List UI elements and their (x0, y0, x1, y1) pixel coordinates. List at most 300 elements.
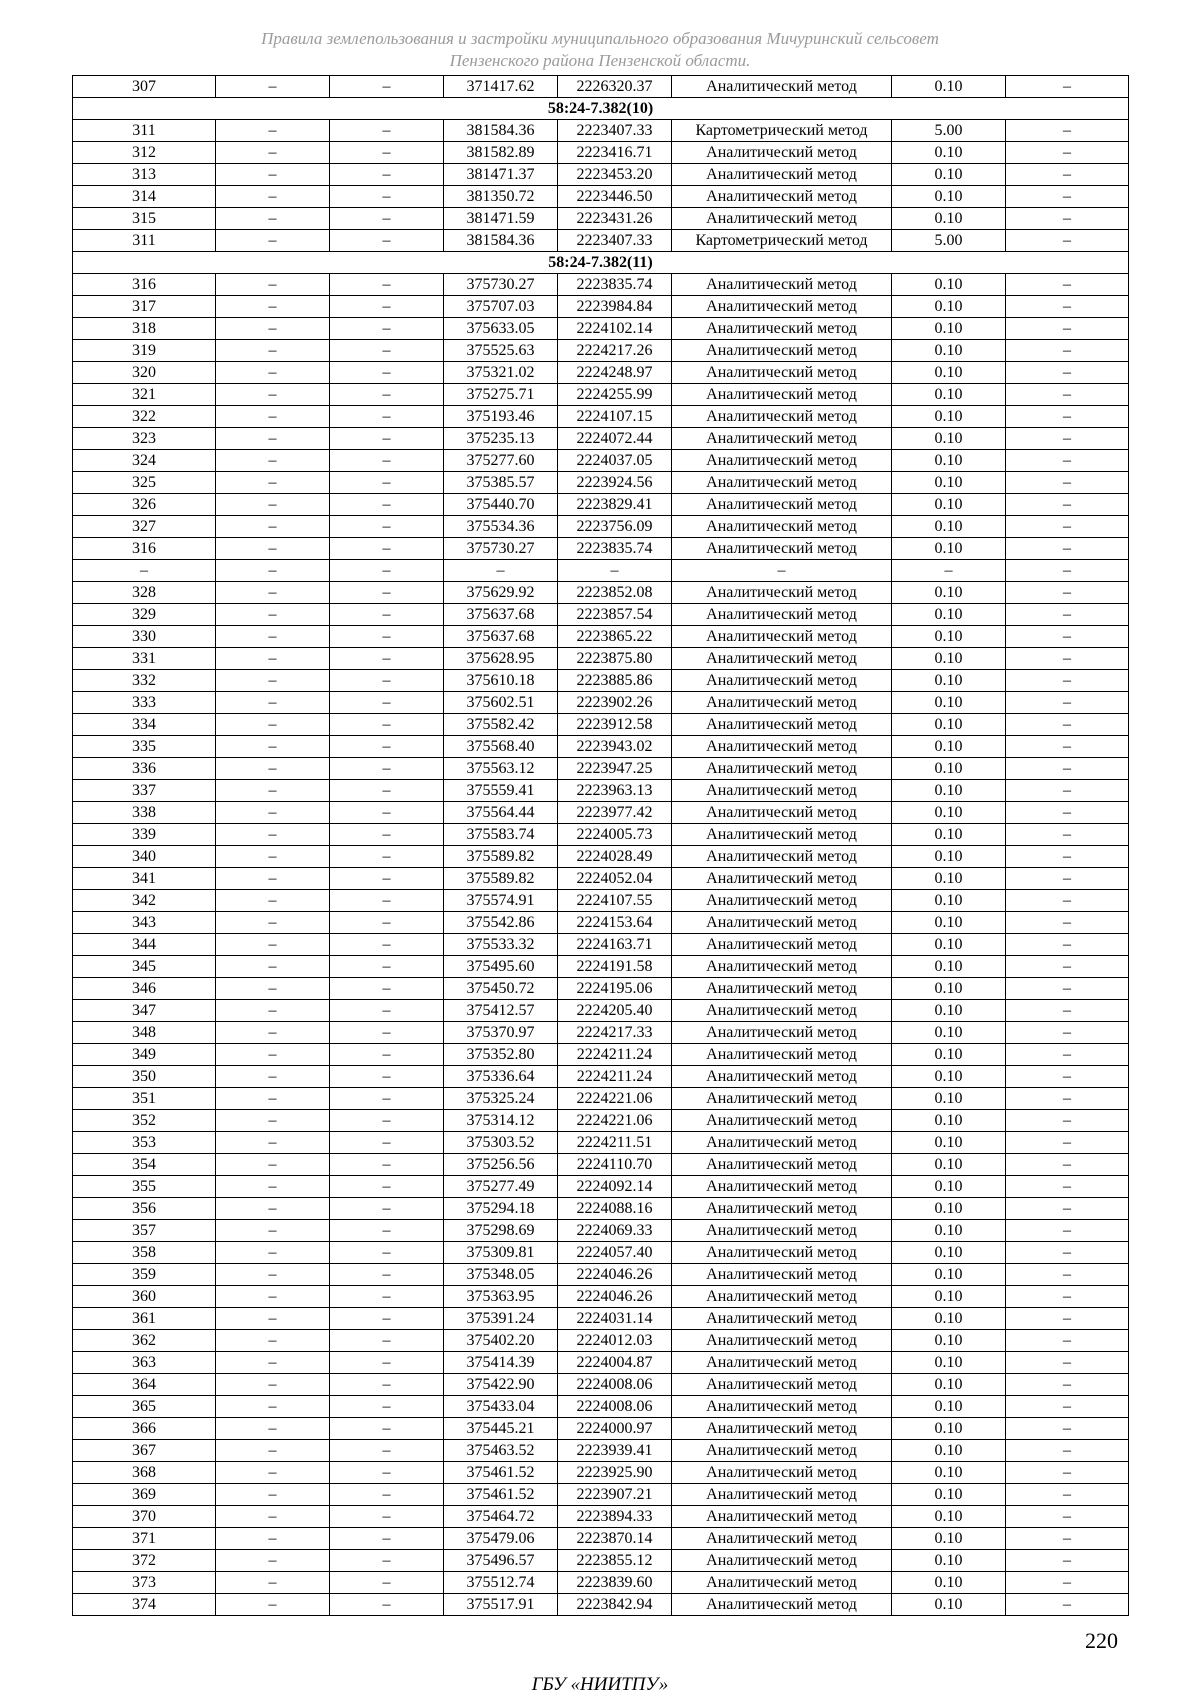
cell-col-8: – (1006, 1440, 1129, 1462)
table-row (73, 1528, 1129, 1550)
cell-method: Аналитический метод (672, 1330, 892, 1352)
cell-point-number: 365 (73, 1396, 216, 1418)
cell-col-2: – (216, 626, 330, 648)
cell-col-3: – (330, 934, 444, 956)
cell-x-coordinate: 381350.72 (444, 186, 558, 208)
cell-method: Аналитический метод (672, 670, 892, 692)
cell-col-2: – (216, 1484, 330, 1506)
cell-method: Аналитический метод (672, 1594, 892, 1616)
cell-point-number: 369 (73, 1484, 216, 1506)
cell-col-2: – (216, 384, 330, 406)
cell-method: Аналитический метод (672, 956, 892, 978)
cell-x-coordinate: 375277.49 (444, 1176, 558, 1198)
cell-col-2: – (216, 428, 330, 450)
cell-method: Аналитический метод (672, 1528, 892, 1550)
cell-y-coordinate: 2223407.33 (558, 230, 672, 252)
cell-col-3: – (330, 1286, 444, 1308)
section-header-row (73, 98, 1129, 120)
cell-col-3: – (330, 384, 444, 406)
cell-col-2: – (216, 1220, 330, 1242)
cell-y-coordinate: 2224052.04 (558, 868, 672, 890)
table-row (73, 230, 1129, 252)
cell-y-coordinate: 2223839.60 (558, 1572, 672, 1594)
cell-y-coordinate: 2224205.40 (558, 1000, 672, 1022)
cell-point-number: 340 (73, 846, 216, 868)
cell-method: Аналитический метод (672, 1088, 892, 1110)
cell-method: Аналитический метод (672, 1044, 892, 1066)
cell-accuracy: 0.10 (892, 692, 1006, 714)
table-row (73, 450, 1129, 472)
cell-col-8: – (1006, 296, 1129, 318)
cell-col-8: – (1006, 274, 1129, 296)
cell-y-coordinate: 2223852.08 (558, 582, 672, 604)
cell-y-coordinate: – (558, 560, 672, 582)
cell-method: Аналитический метод (672, 1110, 892, 1132)
cell-point-number: 362 (73, 1330, 216, 1352)
cell-col-3: – (330, 186, 444, 208)
cell-y-coordinate: 2224092.14 (558, 1176, 672, 1198)
header-line-1: Правила землепользования и застройки муниципального образования Мичуринский сельсовет (261, 29, 939, 48)
cell-x-coordinate: 375633.05 (444, 318, 558, 340)
cell-y-coordinate: 2223924.56 (558, 472, 672, 494)
cell-method: Аналитический метод (672, 208, 892, 230)
cell-col-8: – (1006, 1308, 1129, 1330)
table-row (73, 846, 1129, 868)
cell-point-number: 356 (73, 1198, 216, 1220)
cell-col-8: – (1006, 692, 1129, 714)
cell-point-number: 311 (73, 230, 216, 252)
cell-y-coordinate: 2224211.24 (558, 1066, 672, 1088)
cell-x-coordinate: 375559.41 (444, 780, 558, 802)
cell-point-number: 359 (73, 1264, 216, 1286)
cell-y-coordinate: 2223977.42 (558, 802, 672, 824)
cell-y-coordinate: 2224195.06 (558, 978, 672, 1000)
cell-col-8: – (1006, 1154, 1129, 1176)
cell-point-number: 324 (73, 450, 216, 472)
cell-point-number: 312 (73, 142, 216, 164)
cell-point-number: 343 (73, 912, 216, 934)
cell-point-number: 320 (73, 362, 216, 384)
cell-point-number: 328 (73, 582, 216, 604)
cell-accuracy: 0.10 (892, 186, 1006, 208)
cell-x-coordinate: 375235.13 (444, 428, 558, 450)
cell-col-2: – (216, 670, 330, 692)
cell-y-coordinate: 2224248.97 (558, 362, 672, 384)
cell-accuracy: 0.10 (892, 208, 1006, 230)
table-row (73, 1132, 1129, 1154)
cell-col-8: – (1006, 1352, 1129, 1374)
cell-point-number: 353 (73, 1132, 216, 1154)
cell-x-coordinate: 375589.82 (444, 868, 558, 890)
cell-x-coordinate: 375525.63 (444, 340, 558, 362)
cell-y-coordinate: 2223756.09 (558, 516, 672, 538)
cell-accuracy: 5.00 (892, 120, 1006, 142)
cell-x-coordinate: 375385.57 (444, 472, 558, 494)
cell-x-coordinate: 375321.02 (444, 362, 558, 384)
cell-accuracy: 0.10 (892, 1352, 1006, 1374)
cell-col-8: – (1006, 736, 1129, 758)
cell-method: Картометрический метод (672, 230, 892, 252)
cell-col-2: – (216, 362, 330, 384)
table-row (73, 384, 1129, 406)
cell-col-8: – (1006, 384, 1129, 406)
table-row (73, 296, 1129, 318)
cell-point-number: – (73, 560, 216, 582)
cell-col-8: – (1006, 626, 1129, 648)
cell-y-coordinate: 2224110.70 (558, 1154, 672, 1176)
cell-method: Аналитический метод (672, 538, 892, 560)
cell-accuracy: 0.10 (892, 978, 1006, 1000)
cell-col-2: – (216, 1198, 330, 1220)
cell-col-2: – (216, 736, 330, 758)
cell-col-3: – (330, 1242, 444, 1264)
cell-col-2: – (216, 1506, 330, 1528)
cell-col-2: – (216, 274, 330, 296)
cell-point-number: 358 (73, 1242, 216, 1264)
cell-col-3: – (330, 1198, 444, 1220)
cell-accuracy: 0.10 (892, 296, 1006, 318)
cell-col-2: – (216, 1264, 330, 1286)
cell-x-coordinate: 375352.80 (444, 1044, 558, 1066)
cell-accuracy: 0.10 (892, 736, 1006, 758)
cell-col-8: – (1006, 1572, 1129, 1594)
cell-method: Аналитический метод (672, 1286, 892, 1308)
cell-accuracy: 5.00 (892, 230, 1006, 252)
cell-method: Аналитический метод (672, 1550, 892, 1572)
cell-y-coordinate: 2224153.64 (558, 912, 672, 934)
cell-col-3: – (330, 824, 444, 846)
cell-col-8: – (1006, 1022, 1129, 1044)
cell-accuracy: 0.10 (892, 1550, 1006, 1572)
cell-point-number: 346 (73, 978, 216, 1000)
cell-method: – (672, 560, 892, 582)
cell-y-coordinate: 2224028.49 (558, 846, 672, 868)
section-label: 58:24-7.382(11) (73, 252, 1129, 274)
cell-x-coordinate: 375629.92 (444, 582, 558, 604)
cell-method: Аналитический метод (672, 1308, 892, 1330)
cell-accuracy: 0.10 (892, 1572, 1006, 1594)
cell-col-2: – (216, 1132, 330, 1154)
cell-method: Аналитический метод (672, 868, 892, 890)
cell-col-3: – (330, 956, 444, 978)
cell-accuracy: 0.10 (892, 868, 1006, 890)
cell-accuracy: 0.10 (892, 802, 1006, 824)
cell-col-3: – (330, 76, 444, 98)
cell-col-3: – (330, 1000, 444, 1022)
cell-x-coordinate: 375517.91 (444, 1594, 558, 1616)
table-row (73, 1462, 1129, 1484)
cell-col-8: – (1006, 1462, 1129, 1484)
cell-y-coordinate: 2223431.26 (558, 208, 672, 230)
cell-y-coordinate: 2223855.12 (558, 1550, 672, 1572)
cell-method: Аналитический метод (672, 1506, 892, 1528)
cell-method: Аналитический метод (672, 648, 892, 670)
cell-point-number: 315 (73, 208, 216, 230)
cell-col-3: – (330, 428, 444, 450)
cell-method: Аналитический метод (672, 494, 892, 516)
cell-method: Аналитический метод (672, 978, 892, 1000)
cell-col-2: – (216, 604, 330, 626)
cell-method: Аналитический метод (672, 1418, 892, 1440)
cell-col-2: – (216, 1066, 330, 1088)
cell-col-8: – (1006, 1220, 1129, 1242)
cell-accuracy: 0.10 (892, 384, 1006, 406)
cell-method: Аналитический метод (672, 76, 892, 98)
cell-accuracy: 0.10 (892, 1176, 1006, 1198)
cell-col-3: – (330, 604, 444, 626)
cell-x-coordinate: 375568.40 (444, 736, 558, 758)
cell-col-8: – (1006, 1594, 1129, 1616)
cell-y-coordinate: 2224255.99 (558, 384, 672, 406)
cell-accuracy: 0.10 (892, 1396, 1006, 1418)
table-row (73, 1220, 1129, 1242)
cell-col-3: – (330, 494, 444, 516)
cell-col-3: – (330, 450, 444, 472)
table-row (73, 648, 1129, 670)
cell-point-number: 318 (73, 318, 216, 340)
table-row (73, 1242, 1129, 1264)
page-number: 220 (1085, 1628, 1118, 1653)
cell-y-coordinate: 2224221.06 (558, 1088, 672, 1110)
cell-method: Картометрический метод (672, 120, 892, 142)
cell-accuracy: 0.10 (892, 582, 1006, 604)
cell-y-coordinate: 2224008.06 (558, 1396, 672, 1418)
cell-col-8: – (1006, 494, 1129, 516)
cell-col-3: – (330, 296, 444, 318)
cell-x-coordinate: 375314.12 (444, 1110, 558, 1132)
cell-point-number: 345 (73, 956, 216, 978)
cell-col-8: – (1006, 1330, 1129, 1352)
table-row (73, 76, 1129, 98)
table-row (73, 736, 1129, 758)
cell-col-8: – (1006, 76, 1129, 98)
cell-method: Аналитический метод (672, 912, 892, 934)
cell-point-number: 363 (73, 1352, 216, 1374)
cell-y-coordinate: 2224008.06 (558, 1374, 672, 1396)
cell-y-coordinate: 2224107.55 (558, 890, 672, 912)
cell-col-3: – (330, 318, 444, 340)
cell-col-3: – (330, 1374, 444, 1396)
cell-accuracy: 0.10 (892, 274, 1006, 296)
cell-col-2: – (216, 472, 330, 494)
cell-x-coordinate: – (444, 560, 558, 582)
cell-y-coordinate: 2223870.14 (558, 1528, 672, 1550)
cell-x-coordinate: 375414.39 (444, 1352, 558, 1374)
cell-col-3: – (330, 208, 444, 230)
cell-accuracy: 0.10 (892, 648, 1006, 670)
cell-col-8: – (1006, 890, 1129, 912)
cell-y-coordinate: 2224004.87 (558, 1352, 672, 1374)
cell-col-8: – (1006, 802, 1129, 824)
cell-col-8: – (1006, 1132, 1129, 1154)
cell-x-coordinate: 375303.52 (444, 1132, 558, 1154)
cell-col-2: – (216, 164, 330, 186)
cell-col-2: – (216, 142, 330, 164)
cell-x-coordinate: 375412.57 (444, 1000, 558, 1022)
cell-x-coordinate: 381584.36 (444, 120, 558, 142)
table-row (73, 274, 1129, 296)
cell-accuracy: 0.10 (892, 934, 1006, 956)
table-row (73, 1044, 1129, 1066)
cell-point-number: 314 (73, 186, 216, 208)
cell-col-3: – (330, 1418, 444, 1440)
table-row (73, 1330, 1129, 1352)
table-row (73, 494, 1129, 516)
table-row (73, 1088, 1129, 1110)
cell-x-coordinate: 375495.60 (444, 956, 558, 978)
cell-col-8: – (1006, 142, 1129, 164)
cell-point-number: 361 (73, 1308, 216, 1330)
table-row (73, 1418, 1129, 1440)
cell-col-8: – (1006, 1528, 1129, 1550)
cell-col-3: – (330, 802, 444, 824)
cell-col-3: – (330, 1396, 444, 1418)
cell-y-coordinate: 2224072.44 (558, 428, 672, 450)
cell-col-8: – (1006, 934, 1129, 956)
cell-accuracy: 0.10 (892, 538, 1006, 560)
cell-x-coordinate: 375461.52 (444, 1462, 558, 1484)
cell-accuracy: 0.10 (892, 164, 1006, 186)
cell-point-number: 325 (73, 472, 216, 494)
cell-x-coordinate: 381471.37 (444, 164, 558, 186)
cell-y-coordinate: 2224211.51 (558, 1132, 672, 1154)
cell-point-number: 347 (73, 1000, 216, 1022)
cell-col-2: – (216, 1550, 330, 1572)
cell-accuracy: 0.10 (892, 1330, 1006, 1352)
cell-col-2: – (216, 1044, 330, 1066)
cell-col-8: – (1006, 516, 1129, 538)
cell-method: Аналитический метод (672, 1000, 892, 1022)
cell-y-coordinate: 2223407.33 (558, 120, 672, 142)
table-row (73, 1286, 1129, 1308)
cell-x-coordinate: 375730.27 (444, 538, 558, 560)
table-row (73, 208, 1129, 230)
cell-x-coordinate: 375298.69 (444, 1220, 558, 1242)
cell-point-number: 334 (73, 714, 216, 736)
cell-y-coordinate: 2223865.22 (558, 626, 672, 648)
cell-y-coordinate: 2223963.13 (558, 780, 672, 802)
cell-y-coordinate: 2224005.73 (558, 824, 672, 846)
cell-point-number: 367 (73, 1440, 216, 1462)
cell-method: Аналитический метод (672, 1484, 892, 1506)
cell-y-coordinate: 2224012.03 (558, 1330, 672, 1352)
cell-accuracy: 0.10 (892, 76, 1006, 98)
cell-accuracy: 0.10 (892, 1594, 1006, 1616)
cell-y-coordinate: 2224037.05 (558, 450, 672, 472)
cell-x-coordinate: 375402.20 (444, 1330, 558, 1352)
cell-col-3: – (330, 1110, 444, 1132)
cell-col-3: – (330, 1154, 444, 1176)
cell-col-3: – (330, 780, 444, 802)
cell-accuracy: 0.10 (892, 912, 1006, 934)
cell-col-8: – (1006, 912, 1129, 934)
cell-x-coordinate: 375433.04 (444, 1396, 558, 1418)
cell-point-number: 335 (73, 736, 216, 758)
cell-y-coordinate: 2223947.25 (558, 758, 672, 780)
cell-x-coordinate: 375463.52 (444, 1440, 558, 1462)
cell-x-coordinate: 375542.86 (444, 912, 558, 934)
cell-accuracy: 0.10 (892, 1132, 1006, 1154)
cell-method: Аналитический метод (672, 274, 892, 296)
cell-col-2: – (216, 824, 330, 846)
cell-x-coordinate: 375637.68 (444, 626, 558, 648)
cell-y-coordinate: 2223416.71 (558, 142, 672, 164)
cell-accuracy: 0.10 (892, 428, 1006, 450)
cell-accuracy: 0.10 (892, 494, 1006, 516)
cell-col-8: – (1006, 1242, 1129, 1264)
cell-col-8: – (1006, 428, 1129, 450)
cell-col-3: – (330, 846, 444, 868)
cell-x-coordinate: 375479.06 (444, 1528, 558, 1550)
cell-col-2: – (216, 1594, 330, 1616)
cell-col-3: – (330, 164, 444, 186)
cell-col-3: – (330, 1264, 444, 1286)
cell-point-number: 323 (73, 428, 216, 450)
cell-col-2: – (216, 560, 330, 582)
cell-y-coordinate: 2223453.20 (558, 164, 672, 186)
cell-y-coordinate: 2224088.16 (558, 1198, 672, 1220)
cell-accuracy: 0.10 (892, 846, 1006, 868)
cell-col-8: – (1006, 956, 1129, 978)
cell-col-8: – (1006, 406, 1129, 428)
cell-col-2: – (216, 1330, 330, 1352)
cell-y-coordinate: 2224211.24 (558, 1044, 672, 1066)
cell-y-coordinate: 2223885.86 (558, 670, 672, 692)
cell-x-coordinate: 375325.24 (444, 1088, 558, 1110)
cell-method: Аналитический метод (672, 1198, 892, 1220)
cell-col-3: – (330, 516, 444, 538)
cell-point-number: 338 (73, 802, 216, 824)
cell-col-3: – (330, 736, 444, 758)
cell-col-3: – (330, 538, 444, 560)
cell-col-2: – (216, 648, 330, 670)
cell-accuracy: 0.10 (892, 340, 1006, 362)
cell-col-2: – (216, 956, 330, 978)
cell-col-8: – (1006, 1000, 1129, 1022)
cell-method: Аналитический метод (672, 340, 892, 362)
table-row (73, 164, 1129, 186)
cell-col-2: – (216, 186, 330, 208)
cell-col-8: – (1006, 670, 1129, 692)
cell-col-8: – (1006, 472, 1129, 494)
cell-col-3: – (330, 670, 444, 692)
cell-col-3: – (330, 1594, 444, 1616)
cell-col-8: – (1006, 1198, 1129, 1220)
cell-col-3: – (330, 582, 444, 604)
coordinates-table-body (73, 76, 1129, 1616)
cell-x-coordinate: 375336.64 (444, 1066, 558, 1088)
cell-accuracy: 0.10 (892, 362, 1006, 384)
cell-x-coordinate: 375534.36 (444, 516, 558, 538)
cell-accuracy: 0.10 (892, 516, 1006, 538)
cell-y-coordinate: 2224046.26 (558, 1286, 672, 1308)
cell-y-coordinate: 2223912.58 (558, 714, 672, 736)
cell-col-3: – (330, 714, 444, 736)
cell-method: Аналитический метод (672, 758, 892, 780)
cell-accuracy: 0.10 (892, 142, 1006, 164)
cell-col-3: – (330, 1550, 444, 1572)
cell-col-8: – (1006, 714, 1129, 736)
cell-y-coordinate: 2223875.80 (558, 648, 672, 670)
table-row (73, 1154, 1129, 1176)
cell-y-coordinate: 2223902.26 (558, 692, 672, 714)
cell-col-3: – (330, 472, 444, 494)
cell-accuracy: 0.10 (892, 890, 1006, 912)
cell-col-2: – (216, 1088, 330, 1110)
cell-col-2: – (216, 868, 330, 890)
table-row (73, 472, 1129, 494)
table-row (73, 934, 1129, 956)
